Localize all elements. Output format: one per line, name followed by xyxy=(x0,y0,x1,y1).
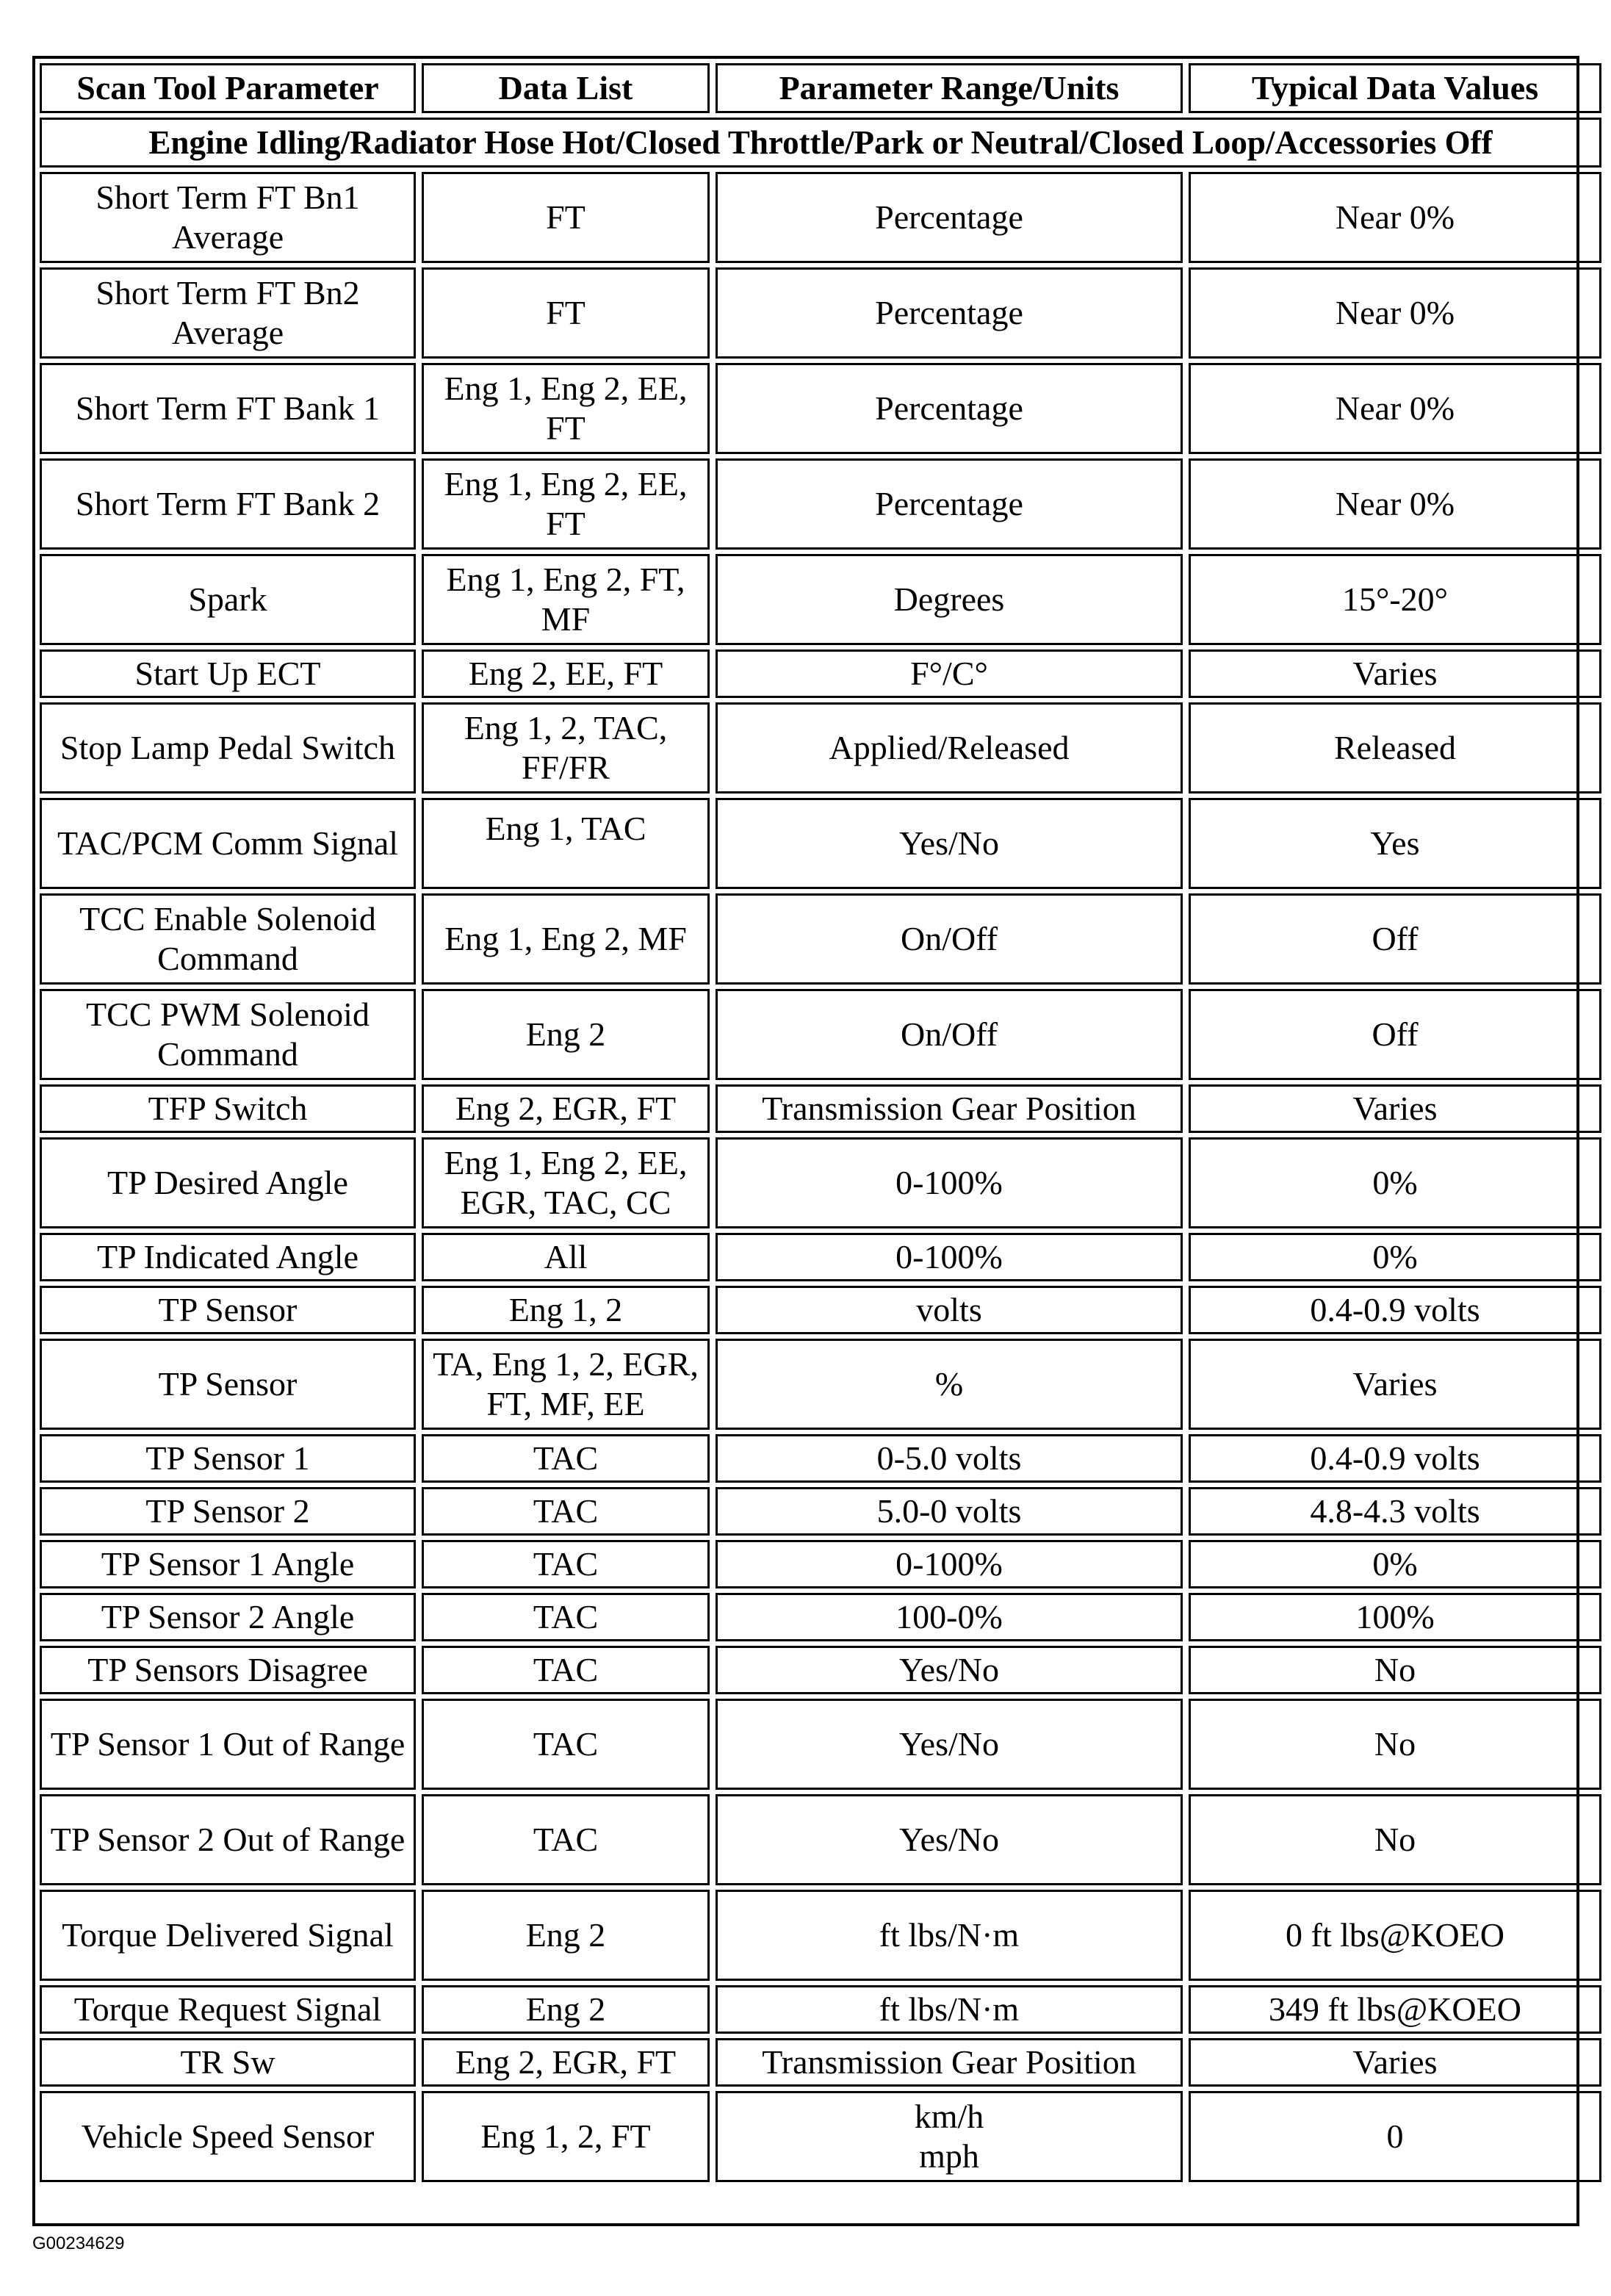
header-scan-tool-parameter: Scan Tool Parameter xyxy=(40,63,416,113)
data-list-cell: Eng 2 xyxy=(422,1985,710,2034)
typical-value-cell: 0.4-0.9 volts xyxy=(1189,1434,1601,1483)
data-list-cell: Eng 1, Eng 2, EE, EGR, TAC, CC xyxy=(422,1137,710,1228)
typical-value-cell: Off xyxy=(1189,893,1601,985)
data-list-cell: Eng 1, 2, FT xyxy=(422,2091,710,2182)
typical-value-cell: Varies xyxy=(1189,1084,1601,1133)
table-row xyxy=(40,458,1601,550)
typical-value-cell: Varies xyxy=(1189,649,1601,698)
data-list-cell: Eng 2, EGR, FT xyxy=(422,1084,710,1133)
range-units-cell: Transmission Gear Position xyxy=(716,2038,1183,2087)
range-units-cell: Transmission Gear Position xyxy=(716,1084,1183,1133)
typical-value-cell: 4.8-4.3 volts xyxy=(1189,1487,1601,1536)
parameter-cell: Torque Delivered Signal xyxy=(40,1890,416,1981)
parameter-cell: TP Sensor 2 xyxy=(40,1487,416,1536)
data-list-cell: Eng 1, Eng 2, MF xyxy=(422,893,710,985)
parameter-cell: TP Sensors Disagree xyxy=(40,1646,416,1694)
parameter-cell: Stop Lamp Pedal Switch xyxy=(40,702,416,793)
data-list-cell: TAC xyxy=(422,1487,710,1536)
typical-value-cell: No xyxy=(1189,1646,1601,1694)
parameter-cell: TCC Enable Solenoid Command xyxy=(40,893,416,985)
parameter-cell: TP Sensor xyxy=(40,1286,416,1334)
data-list-cell: FT xyxy=(422,172,710,263)
typical-value-cell: Yes xyxy=(1189,798,1601,889)
range-units-cell: 0-100% xyxy=(716,1540,1183,1588)
typical-value-cell: 0.4-0.9 volts xyxy=(1189,1286,1601,1334)
table-row xyxy=(40,893,1601,985)
parameter-cell: Short Term FT Bn2 Average xyxy=(40,267,416,359)
typical-value-cell: No xyxy=(1189,1794,1601,1885)
parameter-cell: Short Term FT Bank 2 xyxy=(40,458,416,550)
data-list-cell: Eng 1, 2, TAC, FF/FR xyxy=(422,702,710,793)
section-row xyxy=(40,118,1601,168)
data-list-cell: Eng 2 xyxy=(422,989,710,1080)
range-units-cell: ft lbs/N·m xyxy=(716,1985,1183,2034)
table-row xyxy=(40,1593,1601,1641)
typical-value-cell: Released xyxy=(1189,702,1601,793)
table-row xyxy=(40,989,1601,1080)
parameter-cell: TP Sensor 2 Angle xyxy=(40,1593,416,1641)
typical-value-cell: 0% xyxy=(1189,1137,1601,1228)
data-list-cell: Eng 2, EE, FT xyxy=(422,649,710,698)
table-row xyxy=(40,1137,1601,1228)
data-list-cell: TA, Eng 1, 2, EGR, FT, MF, EE xyxy=(422,1339,710,1430)
range-units-cell: % xyxy=(716,1339,1183,1430)
range-units-cell: F°/C° xyxy=(716,649,1183,698)
data-list-cell: Eng 1, Eng 2, EE, FT xyxy=(422,363,710,454)
typical-value-cell: 0 xyxy=(1189,2091,1601,2182)
parameter-cell: Spark xyxy=(40,554,416,645)
parameter-cell: TP Sensor 1 xyxy=(40,1434,416,1483)
range-units-cell: 0-100% xyxy=(716,1137,1183,1228)
parameter-cell: TCC PWM Solenoid Command xyxy=(40,989,416,1080)
data-list-cell: TAC xyxy=(422,1540,710,1588)
table-row xyxy=(40,1985,1601,2034)
range-units-cell: 100-0% xyxy=(716,1593,1183,1641)
data-list-cell: TAC xyxy=(422,1794,710,1885)
parameter-cell: Short Term FT Bank 1 xyxy=(40,363,416,454)
table-row xyxy=(40,1487,1601,1536)
typical-value-cell: Near 0% xyxy=(1189,363,1601,454)
data-table-frame xyxy=(32,56,1579,2226)
typical-value-cell: No xyxy=(1189,1699,1601,1790)
parameter-cell: Torque Request Signal xyxy=(40,1985,416,2034)
typical-value-cell: 100% xyxy=(1189,1593,1601,1641)
typical-value-cell: 0% xyxy=(1189,1540,1601,1588)
table-row xyxy=(40,1794,1601,1885)
table-row xyxy=(40,1286,1601,1334)
table-row xyxy=(40,2091,1601,2182)
table-row xyxy=(40,1233,1601,1281)
table-row xyxy=(40,1646,1601,1694)
typical-value-cell: Near 0% xyxy=(1189,172,1601,263)
range-units-cell: Degrees xyxy=(716,554,1183,645)
table-row xyxy=(40,649,1601,698)
range-units-cell: Percentage xyxy=(716,363,1183,454)
data-list-cell: Eng 1, Eng 2, EE, FT xyxy=(422,458,710,550)
header-typical-data-values: Typical Data Values xyxy=(1189,63,1601,113)
range-units-cell: ft lbs/N·m xyxy=(716,1890,1183,1981)
range-units-cell: Percentage xyxy=(716,458,1183,550)
typical-value-cell: 0% xyxy=(1189,1233,1601,1281)
table-row xyxy=(40,1434,1601,1483)
typical-value-cell: 15°-20° xyxy=(1189,554,1601,645)
range-units-cell: Percentage xyxy=(716,172,1183,263)
parameter-cell: TP Sensor 1 Angle xyxy=(40,1540,416,1588)
data-list-cell: Eng 2 xyxy=(422,1890,710,1981)
table-row xyxy=(40,1540,1601,1588)
range-units-cell: Percentage xyxy=(716,267,1183,359)
data-list-cell: Eng 1, Eng 2, FT, MF xyxy=(422,554,710,645)
typical-value-cell: 0 ft lbs@KOEO xyxy=(1189,1890,1601,1981)
range-units-cell: Yes/No xyxy=(716,1699,1183,1790)
table-row xyxy=(40,1084,1601,1133)
table-row xyxy=(40,1339,1601,1430)
table-row xyxy=(40,267,1601,359)
range-units-cell: On/Off xyxy=(716,989,1183,1080)
table-row xyxy=(40,798,1601,889)
range-units-cell: Yes/No xyxy=(716,798,1183,889)
parameter-cell: TP Sensor xyxy=(40,1339,416,1430)
section-condition: Engine Idling/Radiator Hose Hot/Closed Throttle/Park or Neutral/Closed Loop/Accessories Off xyxy=(40,118,1601,168)
parameter-cell: TR Sw xyxy=(40,2038,416,2087)
range-units-cell: km/h mph xyxy=(716,2091,1183,2182)
parameter-cell: TP Sensor 1 Out of Range xyxy=(40,1699,416,1790)
table-row xyxy=(40,702,1601,793)
table-row xyxy=(40,1890,1601,1981)
table-row xyxy=(40,554,1601,645)
parameter-cell: TAC/PCM Comm Signal xyxy=(40,798,416,889)
header-row xyxy=(40,63,1601,113)
range-units-cell: 0-100% xyxy=(716,1233,1183,1281)
range-units-cell: Yes/No xyxy=(716,1794,1183,1885)
data-list-cell: All xyxy=(422,1233,710,1281)
range-units-cell: volts xyxy=(716,1286,1183,1334)
typical-value-cell: Varies xyxy=(1189,2038,1601,2087)
typical-value-cell: Off xyxy=(1189,989,1601,1080)
data-list-cell: TAC xyxy=(422,1434,710,1483)
data-list-cell: TAC xyxy=(422,1646,710,1694)
figure-code: G00234629 xyxy=(32,2234,125,2253)
parameter-cell: TP Desired Angle xyxy=(40,1137,416,1228)
range-units-cell: On/Off xyxy=(716,893,1183,985)
data-list-cell: FT xyxy=(422,267,710,359)
parameter-cell: TFP Switch xyxy=(40,1084,416,1133)
typical-value-cell: 349 ft lbs@KOEO xyxy=(1189,1985,1601,2034)
header-data-list: Data List xyxy=(422,63,710,113)
table-row xyxy=(40,1699,1601,1790)
scan-tool-data-table xyxy=(34,59,1607,2187)
range-units-cell: 0-5.0 volts xyxy=(716,1434,1183,1483)
data-list-cell: Eng 1, 2 xyxy=(422,1286,710,1334)
header-parameter-range-units: Parameter Range/Units xyxy=(716,63,1183,113)
data-list-cell: TAC xyxy=(422,1699,710,1790)
range-units-cell: 5.0-0 volts xyxy=(716,1487,1183,1536)
parameter-cell: Short Term FT Bn1 Average xyxy=(40,172,416,263)
typical-value-cell: Near 0% xyxy=(1189,267,1601,359)
table-row xyxy=(40,2038,1601,2087)
range-units-cell: Yes/No xyxy=(716,1646,1183,1694)
typical-value-cell: Near 0% xyxy=(1189,458,1601,550)
data-list-cell: TAC xyxy=(422,1593,710,1641)
parameter-cell: Vehicle Speed Sensor xyxy=(40,2091,416,2182)
data-list-cell: Eng 2, EGR, FT xyxy=(422,2038,710,2087)
data-list-cell: Eng 1, TAC xyxy=(422,798,710,889)
table-row xyxy=(40,172,1601,263)
table-row xyxy=(40,363,1601,454)
typical-value-cell: Varies xyxy=(1189,1339,1601,1430)
parameter-cell: TP Indicated Angle xyxy=(40,1233,416,1281)
range-units-cell: Applied/Released xyxy=(716,702,1183,793)
parameter-cell: TP Sensor 2 Out of Range xyxy=(40,1794,416,1885)
parameter-cell: Start Up ECT xyxy=(40,649,416,698)
